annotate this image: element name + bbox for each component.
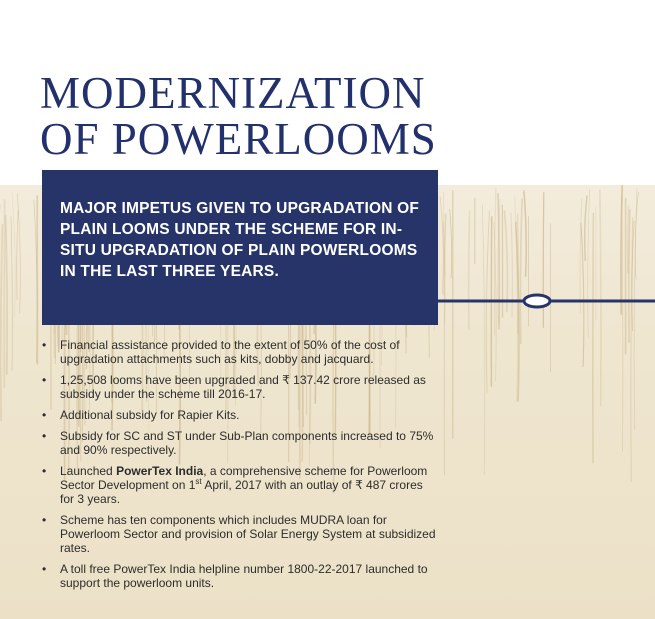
fiber-strand — [450, 209, 452, 278]
list-item — [40, 429, 440, 457]
list-item — [40, 338, 440, 366]
bullet-icon: • — [42, 338, 47, 352]
fiber-strand — [593, 213, 594, 464]
fiber-strand — [1, 224, 3, 421]
list-item — [40, 373, 440, 401]
key-points-list — [40, 338, 440, 597]
title-line-1: MODERNIZATION — [40, 68, 426, 118]
point-text: Subsidy for SC and ST under Sub-Plan components increased to 75% and 90% respectively. — [60, 429, 434, 457]
page-title — [40, 70, 437, 162]
bullet-icon: • — [42, 513, 47, 527]
fiber-strand — [440, 196, 443, 294]
point-text-middle: , a comprehensive scheme for Powerloom Sector Development on 1 — [60, 464, 428, 492]
point-text: Financial assistance provided to the extent of 50% of the cost of upgradation attachments such as kits, dobby and jacquard. — [60, 338, 400, 366]
list-item — [40, 408, 440, 422]
point-text: 1,25,508 looms have been upgraded and ₹ 137.42 crore released as subsidy under the scheme till 2016-17. — [60, 373, 426, 401]
fiber-strand — [585, 196, 587, 261]
point-text-prefix: Launched — [60, 464, 117, 478]
bullet-icon: • — [42, 562, 47, 576]
point-text: A toll free PowerTex India helpline number 1800-22-2017 launched to support the powerloom units. — [60, 562, 428, 590]
fiber-strand — [520, 199, 522, 344]
fiber-strand — [17, 209, 19, 299]
title-line-2: OF POWERLOOMS — [40, 114, 437, 164]
bullet-icon: • — [42, 408, 47, 422]
fiber-strand — [482, 205, 485, 475]
bullet-icon: • — [42, 464, 47, 478]
highlight-banner — [42, 170, 438, 325]
fiber-strand — [629, 209, 630, 342]
scheme-name: PowerTex India — [116, 464, 204, 478]
thread-with-needle-eye-icon — [437, 286, 655, 316]
bullet-icon: • — [42, 373, 47, 387]
list-item — [40, 513, 440, 555]
ordinal-suffix: st — [195, 477, 202, 486]
banner-text: MAJOR IMPETUS GIVEN TO UPGRADATION OF PLAIN LOOMS UNDER THE SCHEME FOR IN-SITU UPGRADATION OF PLAIN POWERLOOMS IN THE LAST THREE YEARS. — [60, 200, 420, 280]
point-text-suffix: April, 2017 with an outlay of ₹ 487 crores for 3 years. — [60, 478, 423, 506]
fiber-strand — [524, 190, 526, 276]
bullet-icon: • — [42, 429, 47, 443]
fiber-strand — [11, 216, 12, 370]
list-item — [40, 464, 440, 506]
list-item — [40, 562, 440, 590]
point-text: Additional subsidy for Rapier Kits. — [60, 408, 240, 422]
fiber-strand — [6, 215, 8, 374]
point-text: Scheme has ten components which includes MUDRA loan for Powerloom Sector and provision of Solar Energy System at subsidized rates. — [60, 513, 436, 555]
fiber-strand — [17, 194, 20, 314]
